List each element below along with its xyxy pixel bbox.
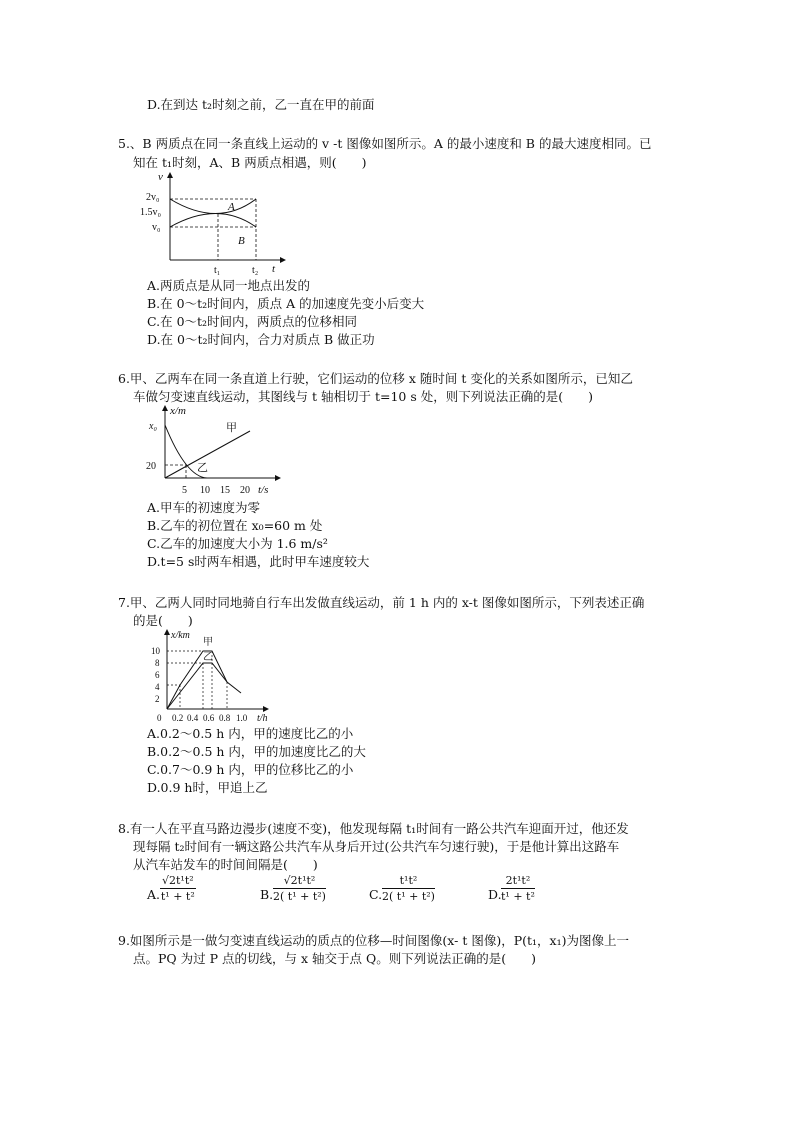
q6-stem-line1: 6.甲、乙两车在同一条直道上行驶，它们运动的位移 x 随时间 t 变化的关系如图所示，已知乙 xyxy=(118,371,633,386)
q6-xtick-20: 20 xyxy=(240,485,250,496)
q7-stem-line1: 7.甲、乙两人同时同地骑自行车出发做直线运动，前 1 h 内的 x-t 图像如图所示，下列表述正确 xyxy=(118,595,645,610)
q5-curve-b xyxy=(170,214,256,228)
q7-stem-line2: 的是( ) xyxy=(133,613,193,628)
q6-option-c: C.乙车的加速度大小为 1.6 m/s² xyxy=(147,536,328,551)
q6-option-d: D.t=5 s时两车相遇，此时甲车速度较大 xyxy=(147,554,370,569)
q7-option-b: B.0.2～0.5 h 内，甲的加速度比乙的大 xyxy=(147,744,366,759)
q7-xtick-1.0: 1.0 xyxy=(236,713,248,723)
q7-xtick-0.6: 0.6 xyxy=(203,713,215,723)
q6-xtick-15: 15 xyxy=(220,485,230,496)
q5-vt-graph xyxy=(140,170,290,280)
q5-curve-label-b: B xyxy=(238,235,245,247)
q5-ytick-v0: v₀ xyxy=(152,222,161,233)
q5-curve-a xyxy=(170,199,256,214)
q6-xtick-5: 5 xyxy=(182,485,187,496)
q5-option-c: C.在 0～t₂时间内，两质点的位移相同 xyxy=(147,314,358,329)
q8-option-d-label: D. xyxy=(488,887,502,902)
q4-option-d: D.在到达 t₂时刻之前，乙一直在甲的前面 xyxy=(147,97,375,112)
q8-option-b-label: B. xyxy=(260,887,274,902)
q7-y-axis-label: x/km xyxy=(171,630,190,641)
q7-xtick-0: 0 xyxy=(157,713,162,723)
q6-ytick-20: 20 xyxy=(146,461,156,472)
q8-option-b-numerator: √2t¹t² xyxy=(273,874,326,889)
q7-curve-label-jia: 甲 xyxy=(203,637,213,648)
q8-option-c-label: C. xyxy=(369,887,383,902)
q5-ytick-2v0: 2v₀ xyxy=(146,192,160,203)
q9-stem-line2: 点。PQ 为过 P 点的切线，与 x 轴交于点 Q。则下列说法正确的是( ) xyxy=(133,951,536,966)
q6-option-a: A.甲车的初速度为零 xyxy=(147,500,261,515)
q7-ytick-10: 10 xyxy=(151,646,160,656)
q7-xt-graph xyxy=(145,627,280,727)
q6-curve-label-yi: 乙 xyxy=(197,462,208,474)
q8-option-b-denominator: 2( t¹ + t²) xyxy=(273,890,326,903)
q8-option-a-label: A. xyxy=(147,887,161,902)
q6-xtick-10: 10 xyxy=(200,485,210,496)
q6-x-axis-label: t/s xyxy=(258,484,269,496)
q8-option-d-denominator: t¹ + t² xyxy=(501,890,535,903)
q8-option-c-numerator: t¹t² xyxy=(382,874,435,889)
q6-option-b: B.乙车的初位置在 x₀=60 m 处 xyxy=(147,518,323,533)
q9-stem-line1: 9.如图所示是一做匀变速直线运动的质点的位移—时间图像(x- t 图像)，P(t₁，x₁)为图像上一 xyxy=(118,933,629,948)
q5-stem-line2: 知在 t₁时刻，A、B 两质点相遇，则( ) xyxy=(133,155,367,170)
q7-xtick-0.2: 0.2 xyxy=(172,713,184,723)
q7-option-c: C.0.7～0.9 h 内，甲的位移比乙的小 xyxy=(147,762,354,777)
q8-option-d-fraction xyxy=(501,874,535,903)
q5-curve-label-a: A xyxy=(228,201,235,213)
q7-ytick-6: 6 xyxy=(155,670,160,680)
q6-y-axis-label: x/m xyxy=(170,405,186,417)
q5-xtick-t1: t₁ xyxy=(214,265,221,276)
q8-option-c-denominator: 2( t¹ + t²) xyxy=(382,890,435,903)
q5-option-b: B.在 0～t₂时间内，质点 A 的加速度先变小后变大 xyxy=(147,296,425,311)
q6-ytick-x0: x₀ xyxy=(149,421,157,432)
q7-line-yi xyxy=(167,663,227,709)
q7-xtick-0.8: 0.8 xyxy=(219,713,231,723)
q5-option-a: A.两质点是从同一地点出发的 xyxy=(147,278,311,293)
q5-xtick-t2: t₂ xyxy=(252,265,259,276)
q7-curve-label-yi: 乙 xyxy=(203,652,213,663)
q6-stem-line2: 车做匀变速直线运动，其图线与 t 轴相切于 t=10 s 处，则下列说法正确的是( ) xyxy=(133,389,593,404)
q7-ytick-4: 4 xyxy=(155,682,160,692)
q5-option-d: D.在 0～t₂时间内，合力对质点 B 做正功 xyxy=(147,332,375,347)
q8-option-a-numerator: √2t¹t² xyxy=(162,874,194,887)
q8-option-a-fraction xyxy=(160,874,196,903)
q5-stem-line1: 5.、B 两质点在同一条直线上运动的 v -t 图像如图所示。A 的最小速度和 B 的最大速度相同。已 xyxy=(118,136,652,151)
q7-ytick-8: 8 xyxy=(155,658,160,668)
q8-stem-line2: 现每隔 t₂时间有一辆这路公共汽车从身后开过(公共汽车匀速行驶)，于是他计算出这路车 xyxy=(133,839,620,854)
q7-xtick-0.4: 0.4 xyxy=(187,713,199,723)
q8-stem-line3: 从汽车站发车的时间间隔是( ) xyxy=(133,857,318,872)
q7-x-axis-label: t/h xyxy=(257,713,268,724)
q7-ytick-2: 2 xyxy=(155,694,160,704)
q8-option-d-numerator: 2t¹t² xyxy=(501,874,535,889)
q8-stem-line1: 8.有一人在平直马路边漫步(速度不变)，他发现每隔 t₁时间有一路公共汽车迎面开过，他还发 xyxy=(118,821,629,836)
q6-xt-graph xyxy=(140,403,290,498)
q5-ytick-1.5v0: 1.5v₀ xyxy=(140,207,161,218)
q8-option-b-fraction xyxy=(273,874,326,903)
q5-x-axis-label: t xyxy=(272,263,276,275)
q6-curve-label-jia: 甲 xyxy=(226,422,237,434)
q8-option-a-denominator: t¹ + t² xyxy=(160,890,195,903)
q5-y-axis-label: v xyxy=(158,171,163,183)
q7-option-a: A.0.2～0.5 h 内，甲的速度比乙的小 xyxy=(147,726,354,741)
q8-option-c-fraction xyxy=(382,874,435,903)
q7-option-d: D.0.9 h时，甲追上乙 xyxy=(147,780,268,795)
